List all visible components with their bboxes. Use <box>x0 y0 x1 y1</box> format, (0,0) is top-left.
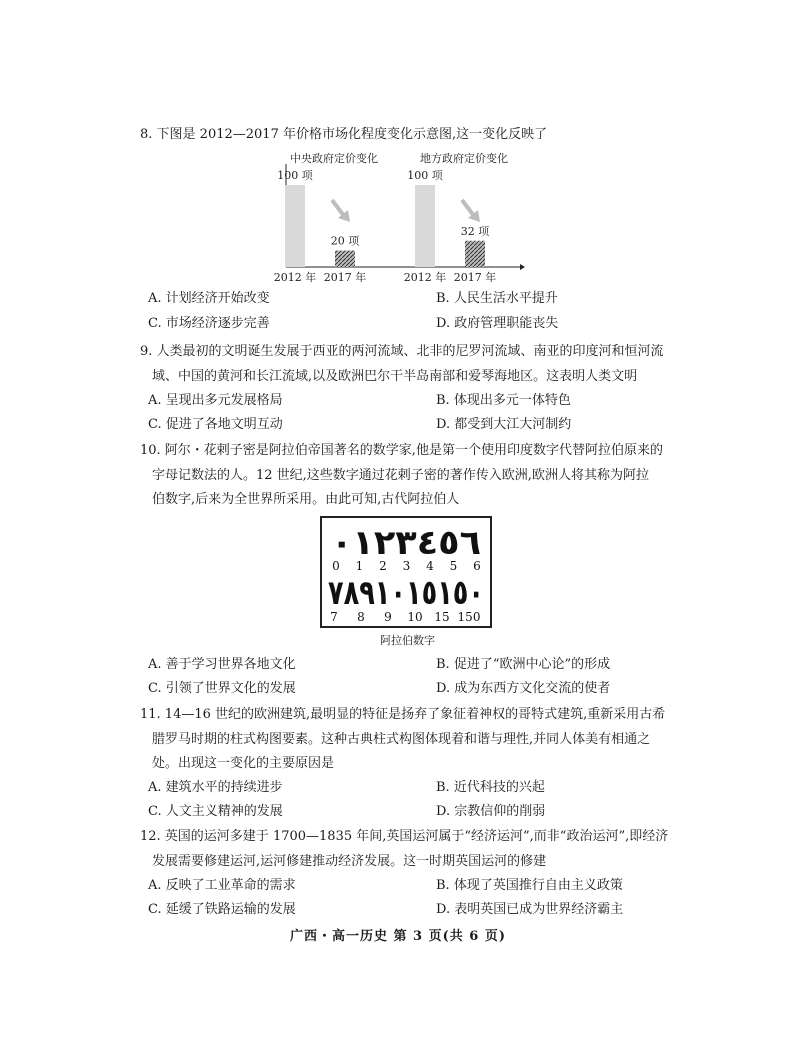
chart-data-label: 20 项 <box>330 234 360 248</box>
numeral-row2-label: 7 <box>330 610 338 624</box>
chart-tick-label: 2017 年 <box>453 271 497 284</box>
numeral-row1-label: 3 <box>402 559 411 573</box>
chart-panel-title: 中央政府定价变化 <box>290 152 378 165</box>
q11-option-b[interactable]: B. 近代科技的兴起 <box>436 780 545 795</box>
chart-data-label: 32 项 <box>460 224 490 238</box>
arabic-numerals-figure <box>320 516 492 628</box>
q9-stem-line2: 域、中国的黄河和长江流域,以及欧洲巴尔干半岛南部和爱琴海地区。这表明人类文明 <box>152 369 638 384</box>
chart-data-label: 100 项 <box>277 169 313 182</box>
numeral-row2-label: 150 <box>457 610 481 624</box>
q12-stem-line1: 12. 英国的运河多建于 1700—1835 年间,英国运河属于“经济运河”,而非“政治运河”,即经济 <box>140 829 669 844</box>
arabic-numerals-drawing <box>322 518 490 626</box>
numeral-row1-label: 2 <box>379 559 387 573</box>
chart-tick-label: 2012 年 <box>273 271 317 284</box>
q10-option-b[interactable]: B. 促进了“欧洲中心论”的形成 <box>436 657 611 672</box>
q10-stem-line1: 10. 阿尔・花剌子密是阿拉伯帝国著名的数学家,他是第一个使用印度数字代替阿拉伯原来的 <box>140 443 663 458</box>
q12-option-c[interactable]: C. 延缓了铁路运输的发展 <box>148 902 296 917</box>
q10-option-d[interactable]: D. 成为东西方文化交流的使者 <box>436 681 611 696</box>
q12-stem-line2: 发展需要修建运河,运河修建推动经济发展。这一时期英国运河的修建 <box>152 854 547 869</box>
q11-stem-line3: 处。出现这一变化的主要原因是 <box>152 756 335 771</box>
q11-option-a[interactable]: A. 建筑水平的持续进步 <box>148 780 283 795</box>
q11-stem-line2: 腊罗马时期的柱式构图要素。这种古典柱式构图体现着和谐与理性,并同人体美有相通之 <box>152 732 651 747</box>
q11-option-c[interactable]: C. 人文主义精神的发展 <box>148 804 283 819</box>
q8-option-d[interactable]: D. 政府管理职能丧失 <box>436 316 559 331</box>
numeral-row1-label: 1 <box>355 559 364 573</box>
q10-option-c[interactable]: C. 引领了世界文化的发展 <box>148 681 296 696</box>
q11-stem-line1: 11. 14—16 世纪的欧洲建筑,最明显的特征是扬弃了象征着神权的哥特式建筑,重新采用古希 <box>140 707 666 722</box>
q8-option-a[interactable]: A. 计划经济开始改变 <box>148 291 270 306</box>
numeral-row1-label: 4 <box>426 559 434 573</box>
q10-option-a[interactable]: A. 善于学习世界各地文化 <box>148 657 296 672</box>
chart-tick-label: 2017 年 <box>323 271 367 284</box>
page-footer: 广西・高一历史 第 3 页(共 6 页) <box>290 929 507 944</box>
figure-caption: 阿拉伯数字 <box>380 634 435 647</box>
numeral-row1-label: 5 <box>449 559 458 573</box>
chart-bar <box>415 185 435 267</box>
q8-option-b[interactable]: B. 人民生活水平提升 <box>436 291 558 306</box>
q11-option-d[interactable]: D. 宗教信仰的削弱 <box>436 804 546 819</box>
q12-option-a[interactable]: A. 反映了工业革命的需求 <box>148 878 296 893</box>
q12-option-b[interactable]: B. 体现了英国推行自由主义政策 <box>436 878 623 893</box>
chart-tick-label: 2012 年 <box>403 271 447 284</box>
chart-x-arrow <box>520 264 525 270</box>
q8-option-c[interactable]: C. 市场经济逐步完善 <box>148 316 270 331</box>
numerals-row2-glyphs: ٧٨٩١٠١٥١٥٠ <box>328 573 484 613</box>
q12-option-d[interactable]: D. 表明英国已成为世界经济霸主 <box>436 902 624 917</box>
q9-stem-line1: 9. 人类最初的文明诞生发展于西亚的两河流域、北非的尼罗河流域、南亚的印度河和恒河流 <box>140 344 664 359</box>
numeral-row2-label: 8 <box>357 610 365 624</box>
q9-option-a[interactable]: A. 呈现出多元发展格局 <box>148 393 283 408</box>
numeral-row2-label: 10 <box>407 610 423 624</box>
chart-bar <box>465 241 485 267</box>
price-chart <box>270 150 530 285</box>
chart-panel-title: 地方政府定价变化 <box>420 152 508 165</box>
chart-decrease-arrow <box>462 200 474 216</box>
q8-stem: 8. 下图是 2012—2017 年价格市场化程度变化示意图,这一变化反映了 <box>140 127 548 142</box>
numerals-row1-glyphs: ٠١٢٣٤٥٦ <box>331 523 481 563</box>
numeral-row2-label: 15 <box>434 610 450 624</box>
q9-option-d[interactable]: D. 都受到大江大河制约 <box>436 417 572 432</box>
q9-option-c[interactable]: C. 促进了各地文明互动 <box>148 417 283 432</box>
chart-bar <box>335 251 355 267</box>
chart-bar <box>285 185 305 267</box>
chart-data-label: 100 项 <box>407 169 443 182</box>
numeral-row1-label: 0 <box>332 559 340 573</box>
numeral-row2-label: 9 <box>384 610 392 624</box>
q10-stem-line3: 伯数字,后来为全世界所采用。由此可知,古代阿拉伯人 <box>152 492 460 507</box>
chart-decrease-arrow <box>332 200 344 216</box>
q10-stem-line2: 字母记数法的人。12 世纪,这些数字通过花剌子密的著作传入欧洲,欧洲人将其称为阿拉 <box>152 468 649 483</box>
q9-option-b[interactable]: B. 体现出多元一体特色 <box>436 393 571 408</box>
numeral-row1-label: 6 <box>473 559 481 573</box>
